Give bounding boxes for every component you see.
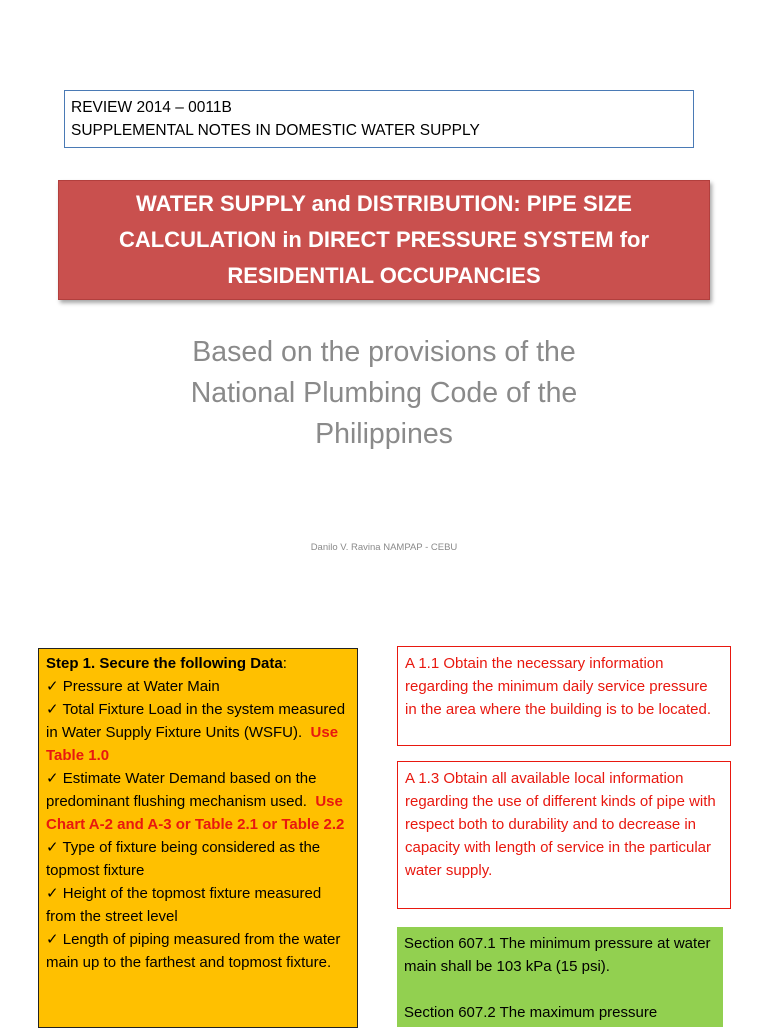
note-a-1-1: A 1.1 Obtain the necessary information regarding the minimum daily service pressure in the area where the building is to be located. <box>397 646 731 746</box>
subtitle-line-2: National Plumbing Code of the <box>190 377 578 409</box>
title-line-3: RESIDENTIAL OCCUPANCIES <box>227 263 541 288</box>
subtitle-line-1: Based on the provisions of the <box>192 336 576 368</box>
review-subject: SUPPLEMENTAL NOTES IN DOMESTIC WATER SUPPLY <box>71 122 480 139</box>
author-credit: Danilo V. Ravina NAMPAP - CEBU <box>310 542 458 553</box>
title-line-1: WATER SUPPLY and DISTRIBUTION: PIPE SIZE <box>136 191 632 216</box>
step-item-water-demand <box>46 767 350 836</box>
step-item-fixture-load-ref: Use Table 1.0 <box>46 724 339 764</box>
step-1-box <box>38 648 358 1028</box>
step-item-fixture-load-text: ✓ Total Fixture Load in the system measured in Water Supply Fixture Units (WSFU). <box>46 701 346 741</box>
note-a-1-3: A 1.3 Obtain all available local information regarding the use of different kinds of pipe with respect both to durability and to decrease in capacity with length of service in the particular water supply. <box>397 761 731 909</box>
section-607-1: Section 607.1 The minimum pressure at water main shall be 103 kPa (15 psi). <box>404 935 711 975</box>
step-1-heading-colon: : <box>282 655 287 672</box>
title-line-2: CALCULATION in DIRECT PRESSURE SYSTEM for <box>118 227 650 252</box>
step-item-fixture-load <box>46 698 350 767</box>
step-item-fixture-type: ✓ Type of fixture being considered as the topmost fixture <box>46 839 321 879</box>
code-sections-box <box>397 927 723 1027</box>
review-header-box <box>64 90 694 148</box>
step-item-pressure: ✓ Pressure at Water Main <box>46 678 220 695</box>
subtitle-line-3: Philippines <box>315 418 453 450</box>
step-item-water-demand-text: ✓ Estimate Water Demand based on the predominant flushing mechanism used. <box>46 770 317 810</box>
review-number: REVIEW 2014 – 0011B <box>71 99 232 116</box>
page-title <box>119 186 649 294</box>
step-item-water-demand-ref: Use Chart A-2 and A-3 or Table 2.1 or Table 2.2 <box>46 793 345 833</box>
subtitle <box>84 332 684 455</box>
section-607-2: Section 607.2 The maximum pressure <box>404 1004 658 1021</box>
step-item-piping-length: ✓ Length of piping measured from the water main up to the farthest and topmost fixture. <box>46 931 341 971</box>
step-1-heading-text: Step 1. Secure the following Data <box>46 655 283 672</box>
title-banner <box>58 180 710 300</box>
step-item-fixture-height: ✓ Height of the topmost fixture measured from the street level <box>46 885 322 925</box>
step-1-heading <box>46 652 350 675</box>
